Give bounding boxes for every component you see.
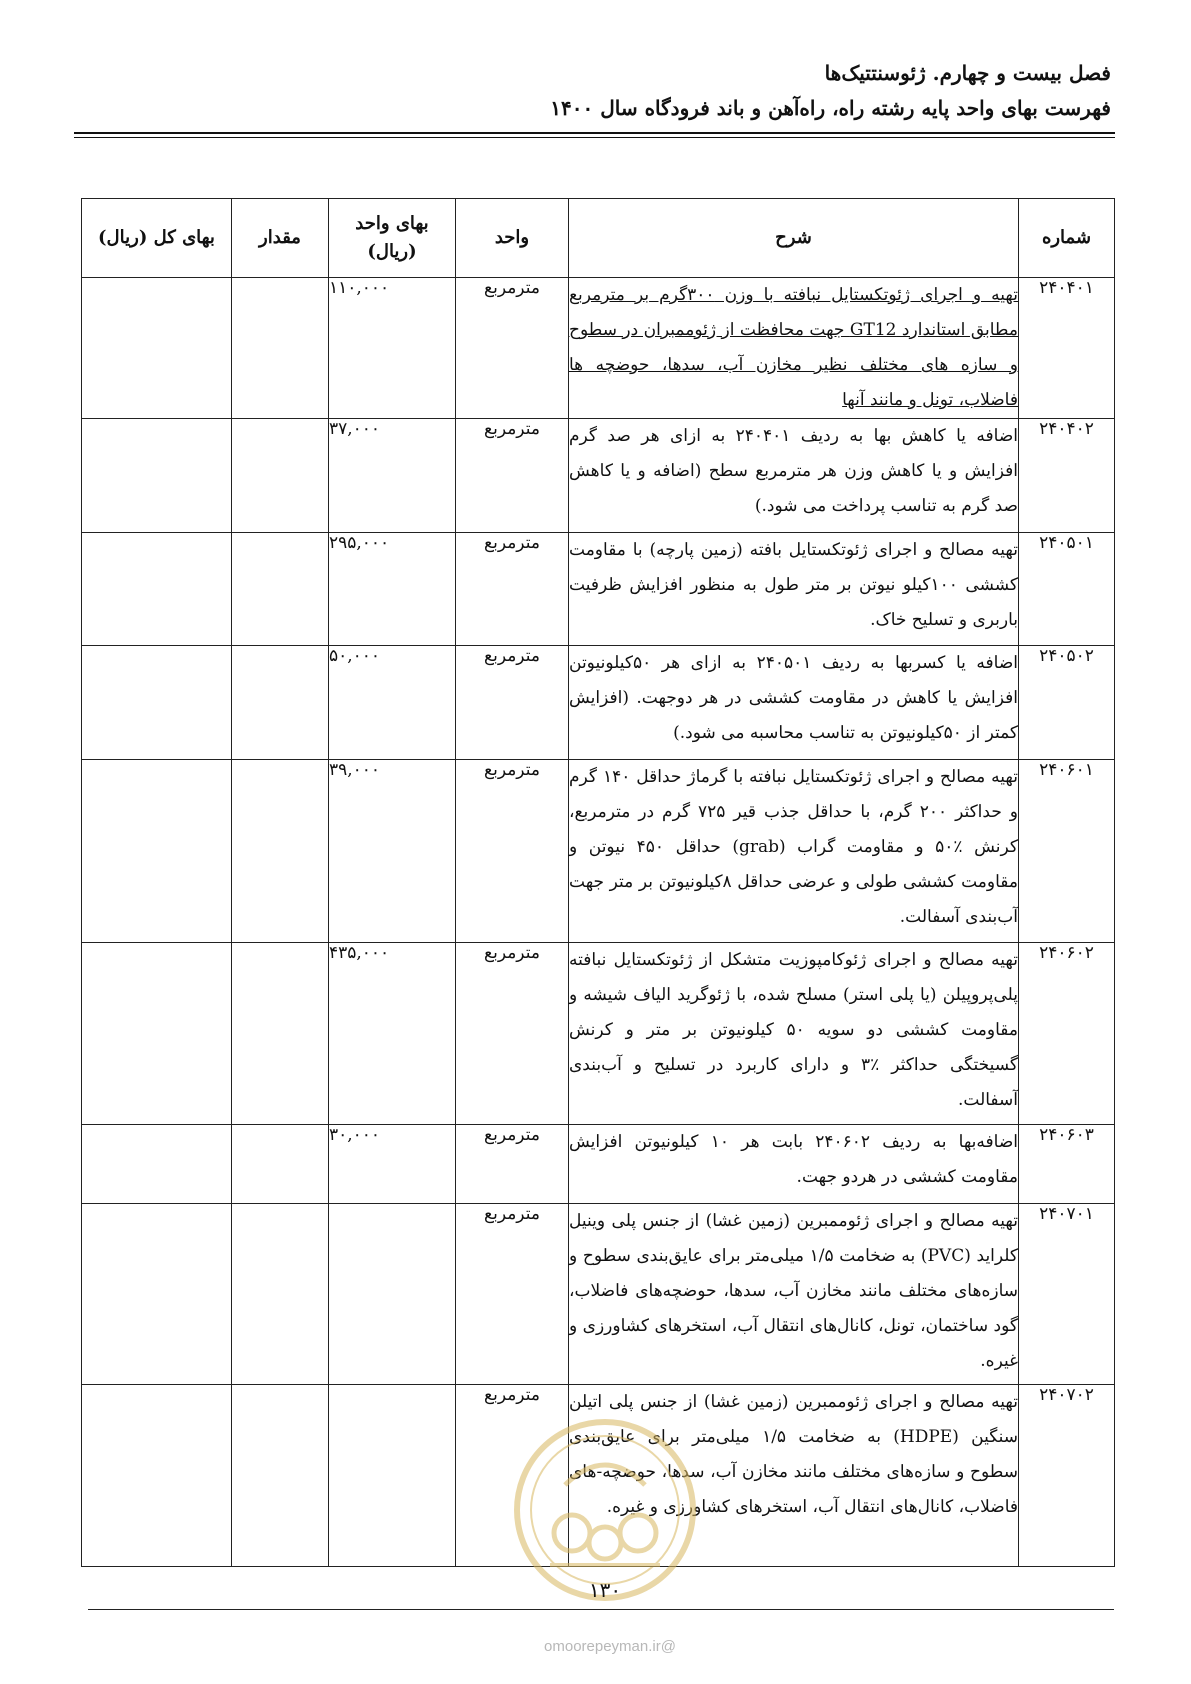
row-unit-price — [329, 1385, 456, 1567]
row-unit-price: ۳۹,۰۰۰ — [329, 760, 456, 943]
row-description: تهیه مصالح و اجرای ژئوممبرین (زمین غشا) از جنس پلی اتیلن سنگین (HDPE) به ضخامت ۱/۵ میلی‌متر برای عایق‌بندی سطوح و سازه‌های مختلف مانند مخازن آب، سدها، حوضچه-های فاضلاب، کانال‌های انتقال آب، استخرهای کشاورزی و غیره. — [569, 1385, 1019, 1567]
footer-rule — [88, 1609, 1114, 1610]
row-code: ۲۴۰۴۰۱ — [1019, 278, 1115, 419]
row-unit: مترمربع — [456, 1385, 569, 1567]
row-total-price — [82, 278, 232, 419]
row-quantity — [232, 1204, 329, 1385]
header-unit-price-label: بهای واحد (ریال) — [355, 213, 429, 262]
table-row — [82, 533, 1115, 646]
row-unit: مترمربع — [456, 760, 569, 943]
row-code: ۲۴۰۷۰۲ — [1019, 1385, 1115, 1567]
row-total-price — [82, 646, 232, 760]
row-quantity — [232, 533, 329, 646]
row-code: ۲۴۰۴۰۲ — [1019, 419, 1115, 533]
row-unit: مترمربع — [456, 278, 569, 419]
row-unit: مترمربع — [456, 419, 569, 533]
chapter-title: فصل بیست و چهارم. ژئوسنتتیک‌ها — [824, 61, 1111, 85]
row-code: ۲۴۰۶۰۳ — [1019, 1125, 1115, 1204]
row-unit: مترمربع — [456, 1204, 569, 1385]
table-row — [82, 1385, 1115, 1567]
row-quantity — [232, 1125, 329, 1204]
row-quantity — [232, 943, 329, 1125]
header-rule-thick — [74, 132, 1115, 134]
table-row — [82, 1204, 1115, 1385]
row-total-price — [82, 533, 232, 646]
row-unit-price: ۳۰,۰۰۰ — [329, 1125, 456, 1204]
table-row — [82, 419, 1115, 533]
header-quantity: مقدار — [232, 199, 329, 278]
row-description: اضافه یا کاهش بها به ردیف ۲۴۰۴۰۱ به ازای هر صد گرم افزایش و یا کاهش وزن هر مترمربع سطح (اضافه و یا کاهش صد گرم به تناسب پرداخت می شود.) — [569, 419, 1019, 533]
row-code: ۲۴۰۷۰۱ — [1019, 1204, 1115, 1385]
row-total-price — [82, 1204, 232, 1385]
document-title: فهرست بهای واحد پایه رشته راه، راه‌آهن و باند فرودگاه سال ۱۴۰۰ — [550, 96, 1111, 120]
row-unit: مترمربع — [456, 533, 569, 646]
header-rule-thin — [74, 137, 1115, 138]
row-unit-price: ۵۰,۰۰۰ — [329, 646, 456, 760]
row-description — [569, 278, 1019, 419]
row-description: اضافه یا کسربها به ردیف ۲۴۰۵۰۱ به ازای هر ۵۰کیلونیوتن افزایش یا کاهش در مقاومت کششی در هر دوجهت. (افزایش کمتر از ۵۰کیلونیوتن به تناسب محاسبه می شود.) — [569, 646, 1019, 760]
row-total-price — [82, 419, 232, 533]
row-unit-price: ۳۷,۰۰۰ — [329, 419, 456, 533]
row-total-price — [82, 943, 232, 1125]
table-row — [82, 278, 1115, 419]
row-unit-price — [329, 1204, 456, 1385]
row-code: ۲۴۰۶۰۱ — [1019, 760, 1115, 943]
table-row — [82, 943, 1115, 1125]
row-unit-price: ۱۱۰,۰۰۰ — [329, 278, 456, 419]
row-unit: مترمربع — [456, 646, 569, 760]
row-description: تهیه مصالح و اجرای ژئوممبرین (زمین غشا) از جنس پلی وینیل کلراید (PVC) به ضخامت ۱/۵ میلی‌متر برای عایق‌بندی سطوح و سازه‌های مختلف مانند مخازن آب، سدها، حوضچه‌های فاضلاب، گود ساختمان، تونل، کانال‌های انتقال آب، استخرهای کشاورزی و غیره. — [569, 1204, 1019, 1385]
watermark-url: @omoorepeyman.ir — [544, 1638, 676, 1655]
row-total-price — [82, 1125, 232, 1204]
header-code: شماره — [1019, 199, 1115, 278]
header-total-price: بهای کل (ریال) — [82, 199, 232, 278]
page-header — [71, 58, 1111, 124]
header-unit: واحد — [456, 199, 569, 278]
row-code: ۲۴۰۵۰۱ — [1019, 533, 1115, 646]
row-unit-price: ۴۳۵,۰۰۰ — [329, 943, 456, 1125]
row-quantity — [232, 278, 329, 419]
row-quantity — [232, 646, 329, 760]
row-code: ۲۴۰۵۰۲ — [1019, 646, 1115, 760]
header-description: شرح — [569, 199, 1019, 278]
table-row — [82, 1125, 1115, 1204]
row-description: اضافه‌بها به ردیف ۲۴۰۶۰۲ بابت هر ۱۰ کیلونیوتن افزایش مقاومت کششی در هردو جهت. — [569, 1125, 1019, 1204]
row-description: تهیه مصالح و اجرای ژئوتکستایل نبافته با گرماژ حداقل ۱۴۰ گرم و حداکثر ۲۰۰ گرم، با حداقل جذب قیر ۷۲۵ گرم در مترمربع، کرنش ٪۵۰ و مقاومت گراب (grab) حداقل ۴۵۰ نیوتن و مقاومت کششی طولی و عرضی حداقل ۸کیلونیوتن بر متر جهت آب‌بندی آسفالت. — [569, 760, 1019, 943]
table-header-row — [82, 199, 1115, 278]
page-number: ۱۳۰ — [588, 1578, 622, 1602]
row-total-price — [82, 760, 232, 943]
price-list-table — [81, 198, 1115, 1567]
row-quantity — [232, 760, 329, 943]
row-description: تهیه مصالح و اجرای ژئوکامپوزیت متشکل از ژئوتکستایل نبافته پلی‌پروپیلن (یا پلی استر) مسلح شده، با ژئوگرید الیاف شیشه و مقاومت کششی دو سویه ۵۰ کیلونیوتن بر متر و کرنش گسیختگی حداکثر ٪۳ و دارای کاربرد در تسلیح و آب‌بندی آسفالت. — [569, 943, 1019, 1125]
table-row — [82, 760, 1115, 943]
row-quantity — [232, 419, 329, 533]
row-quantity — [232, 1385, 329, 1567]
row-code: ۲۴۰۶۰۲ — [1019, 943, 1115, 1125]
table-row — [82, 646, 1115, 760]
header-unit-price — [329, 199, 456, 278]
row-unit-price: ۲۹۵,۰۰۰ — [329, 533, 456, 646]
row-unit: مترمربع — [456, 943, 569, 1125]
row-description-text: تهیه و اجرای ژئوتکستایل نبافته با وزن ۳۰۰گرم بر مترمربع مطابق استاندارد GT12 جهت محافظت از ژئوممبران در سطوح و سازه های مختلف نظیر مخازن آب، سدها، حوضچه ها فاضلاب، تونل و مانند آنها — [569, 285, 1018, 410]
row-unit: مترمربع — [456, 1125, 569, 1204]
row-description: تهیه مصالح و اجرای ژئوتکستایل بافته (زمین پارچه) با مقاومت کششی ۱۰۰کیلو نیوتن بر متر طول به منظور افزایش ظرفیت باربری و تسلیح خاک. — [569, 533, 1019, 646]
row-total-price — [82, 1385, 232, 1567]
